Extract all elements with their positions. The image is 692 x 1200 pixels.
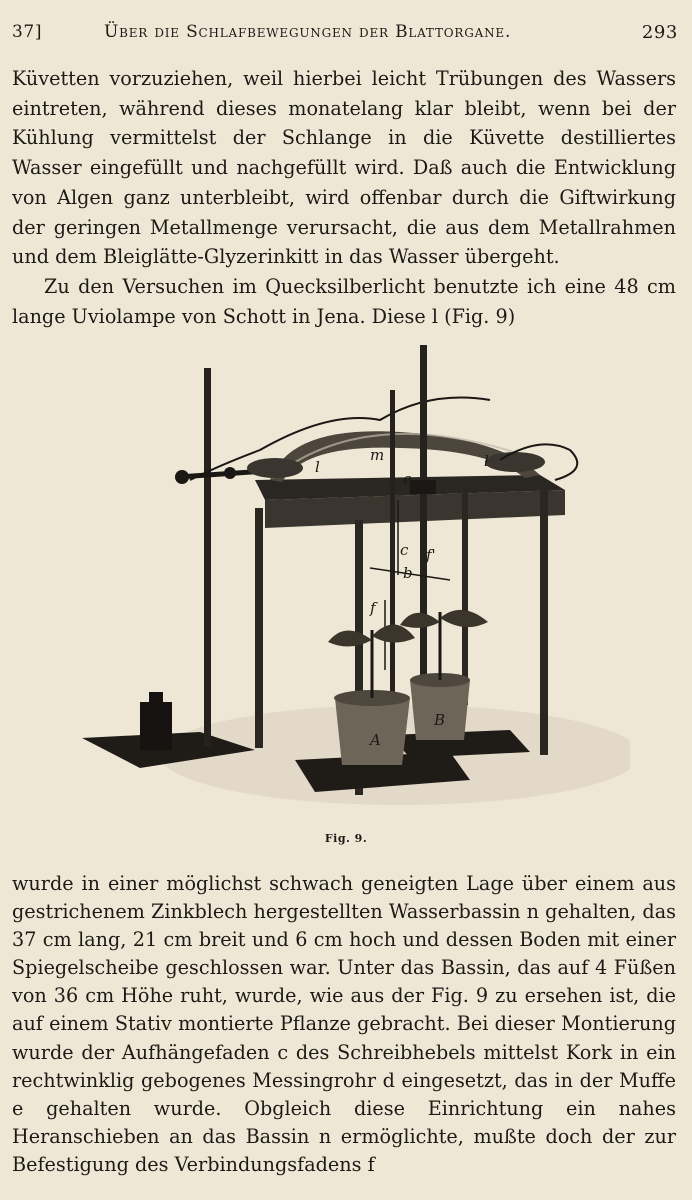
- running-head: [12, 22, 678, 50]
- table-leg: [255, 508, 263, 748]
- apparatus-illustration: [70, 340, 630, 820]
- page-number: 293: [641, 22, 678, 43]
- plant-A-leaf: [372, 624, 415, 642]
- lamp-tube-left: [247, 458, 303, 478]
- plant-B-leaf: [400, 613, 440, 628]
- label-l-right: l: [484, 452, 489, 470]
- weight: [140, 702, 172, 750]
- table-leg: [540, 490, 548, 755]
- label-f: f: [370, 599, 376, 617]
- label-e: e: [403, 470, 412, 488]
- label-l-left: l: [315, 458, 320, 476]
- plant-B-leaf: [440, 610, 488, 627]
- top-text-block: [12, 64, 676, 331]
- section-number: 37]: [12, 22, 43, 42]
- label-m: m: [370, 446, 385, 464]
- second-stand-rod: [390, 390, 395, 720]
- lamp-tube-right: [485, 452, 545, 472]
- figure-caption: Fig. 9.: [324, 832, 368, 845]
- paragraph: Zu den Versuchen im Quecksilberlicht benutzte ich eine 48 cm lange Uviolampe von Schott in Jena. Diese l (Fig. 9): [12, 274, 676, 328]
- figure-apparatus: [70, 340, 630, 820]
- table-leg: [462, 490, 468, 705]
- muff-e: [410, 480, 436, 494]
- label-b: b: [403, 564, 413, 582]
- running-title: Über die Schlafbewegungen der Blattorgane.: [104, 22, 512, 42]
- left-stand-rod: [204, 368, 211, 746]
- paragraph: wurde in einer möglichst schwach geneigten Lage über einem aus gestrichenem Zinkblech hergestellten Wasserbassin n gehalten, das 37 cm lang, 21 cm breit und 6 cm hoch und dessen Boden mit einer Spiegelscheibe geschlossen war. Unter das Bassin, das auf 4 Füßen von 36 cm Höhe ruht, wurde, wie aus der Fig. 9 zu ersehen ist, die auf einem Stativ montierte Pflanze gebracht. Bei dieser Montierung wurde der Aufhängefaden c des Schreibhebels mittelst Kork in ein rechtwinklig gebogenes Messingrohr d eingesetzt, das in der Muffe e gehalten wurde. Obgleich diese Einrichtung ein nahes Heranschieben an das Bassin n ermöglichte, mußte doch der zur Befestigung des Verbindungsfadens f: [12, 872, 676, 1176]
- plant-A-leaf: [328, 630, 372, 646]
- label-B: B: [434, 711, 446, 729]
- label-A: A: [370, 731, 381, 749]
- label-f-prime: f': [426, 546, 436, 564]
- bottom-text-block: [12, 870, 676, 1179]
- pot-B: [410, 680, 470, 740]
- label-c: c: [400, 541, 409, 559]
- paragraph: Küvetten vorzuziehen, weil hierbei leicht Trübungen des Wassers eintreten, während dieses monatelang klar bleibt, wenn bei der Kühlung vermittelst der Schlange in die Küvette destilliertes Wasser eingefüllt und nachgefüllt wird. Daß auch die Entwicklung von Algen ganz unterbleibt, wird offenbar durch die Giftwirkung der geringen Metallmenge verursacht, die aus dem Metallrahmen und dem Bleiglätte-Glyzerinkitt in das Wasser übergeht.: [12, 67, 676, 269]
